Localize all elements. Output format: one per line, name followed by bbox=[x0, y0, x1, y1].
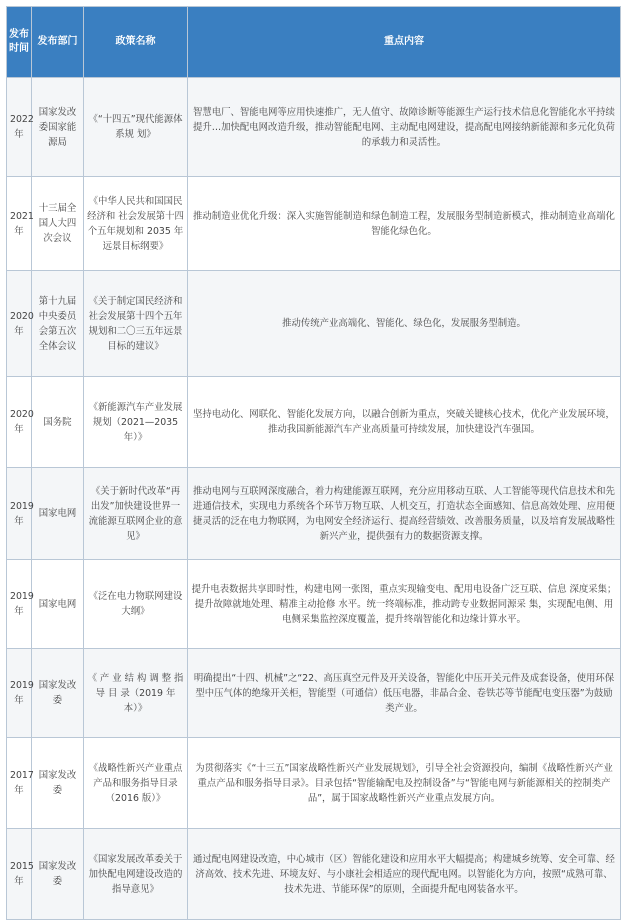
year-cell: 2017年 bbox=[7, 738, 32, 829]
header-policy-name: 政策名称 bbox=[84, 7, 188, 78]
header-year: 发布时间 bbox=[7, 7, 32, 78]
table-row bbox=[7, 560, 621, 649]
table-header-row bbox=[7, 7, 621, 78]
policy-name-cell: 《关于新时代改革“再出发”加快建设世界一流能源互联网企业的意见》 bbox=[84, 468, 188, 560]
table-row bbox=[7, 78, 621, 177]
policy-name-cell: 《关于制定国民经济和社会发展第十四个五年规划和二〇三五年远景目标的建议》 bbox=[84, 271, 188, 377]
year-cell: 2020年 bbox=[7, 377, 32, 468]
dept-cell: 国家电网 bbox=[32, 468, 84, 560]
table-row bbox=[7, 468, 621, 560]
year-cell: 2015年 bbox=[7, 829, 32, 920]
dept-cell: 国家发改委 bbox=[32, 738, 84, 829]
dept-cell: 国家发改委国家能源局 bbox=[32, 78, 84, 177]
header-key-content: 重点内容 bbox=[188, 7, 621, 78]
year-cell: 2021年 bbox=[7, 177, 32, 271]
policy-name-cell: 《“十四五”现代能源体系规 划》 bbox=[84, 78, 188, 177]
policy-name-cell: 《国家发展改革委关于加快配电网建设改造的指导意见》 bbox=[84, 829, 188, 920]
table-row bbox=[7, 829, 621, 920]
policy-name-cell: 《新能源汽车产业发展规划（2021—2035 年）》 bbox=[84, 377, 188, 468]
content-cell: 坚持电动化、网联化、智能化发展方向，以融合创新为重点，突破关键核心技术，优化产业发展环境，推动我国新能源汽车产业高质量可持续发展，加快建设汽车强国。 bbox=[188, 377, 621, 468]
policy-name-cell: 《泛在电力物联网建设 大纲》 bbox=[84, 560, 188, 649]
table-row bbox=[7, 271, 621, 377]
table-row bbox=[7, 377, 621, 468]
dept-cell: 第十九届中央委员会第五次全体会议 bbox=[32, 271, 84, 377]
year-cell: 2019年 bbox=[7, 560, 32, 649]
dept-cell: 国家发改委 bbox=[32, 649, 84, 738]
content-cell: 明确提出“十四、机械”之“22、高压真空元件及开关设备，智能化中压开关元件及成套设备，使用环保型中压气体的绝缘开关柜，智能型（可通信）低压电器，非晶合金、卷铁芯等节能配电变压器”为鼓励类产业。 bbox=[188, 649, 621, 738]
policy-name-cell: 《中华人民共和国国民经济和 社会发展第十四个五年规划和 2035 年远景目标纲要》 bbox=[84, 177, 188, 271]
content-cell: 推动制造业优化升级：深入实施智能制造和绿色制造工程，发展服务型制造新模式，推动制造业高端化智能化绿色化。 bbox=[188, 177, 621, 271]
year-cell: 2022年 bbox=[7, 78, 32, 177]
dept-cell: 国务院 bbox=[32, 377, 84, 468]
header-dept: 发布部门 bbox=[32, 7, 84, 78]
content-cell: 提升电表数据共享即时性，构建电网一张图，重点实现输变电、配用电设备广泛互联、信息 深度采集；提升故障就地处理、精准主动抢修 水平。统一终端标准，推动跨专业数据同源采 集，实现配电侧、用电侧采集监控深度覆盖，提升终端智能化和边缘计算水平。 bbox=[188, 560, 621, 649]
content-cell: 推动传统产业高端化、智能化、绿色化，发展服务型制造。 bbox=[188, 271, 621, 377]
policy-table bbox=[6, 6, 621, 920]
content-cell: 智慧电厂、智能电网等应用快速推广，无人值守、故障诊断等能源生产运行技术信息化智能化水平持续提升…加快配电网改造升级，推动智能配电网、主动配电网建设，提高配电网接纳新能源和多元化负荷的承载力和灵活性。 bbox=[188, 78, 621, 177]
policy-name-cell: 《 产 业 结 构 调 整 指 导 目 录（2019 年本）》 bbox=[84, 649, 188, 738]
dept-cell: 国家电网 bbox=[32, 560, 84, 649]
content-cell: 通过配电网建设改造，中心城市（区）智能化建设和应用水平大幅提高；构建城乡统筹、安全可靠、经济高效、技术先进、环境友好、与小康社会相适应的现代配电网。以智能化为方向，按照“成熟可靠、技术先进、节能环保”的原则，全面提升配电网装备水平。 bbox=[188, 829, 621, 920]
year-cell: 2019年 bbox=[7, 468, 32, 560]
content-cell: 推动电网与互联网深度融合，着力构建能源互联网，充分应用移动互联、人工智能等现代信息技术和先进通信技术，实现电力系统各个环节万物互联、人机交互，打造状态全面感知、信息高效处理、应用便捷灵活的泛在电力物联网，为电网安全经济运行、提高经营绩效、改善服务质量，以及培育发展战略性新兴产业，提供强有力的数据资源支撑。 bbox=[188, 468, 621, 560]
year-cell: 2020年 bbox=[7, 271, 32, 377]
dept-cell: 国家发改委 bbox=[32, 829, 84, 920]
table-row bbox=[7, 177, 621, 271]
dept-cell: 十三届全国人大四次会议 bbox=[32, 177, 84, 271]
year-cell: 2019年 bbox=[7, 649, 32, 738]
content-cell: 为贯彻落实《“十三五”国家战略性新兴产业发展规划》，引导全社会资源投向，编制《战略性新兴产业重点产品和服务指导目录》。目录包括“智能输配电及控制设备”与“智能电网与新能源相关的控制类产品”，属于国家战略性新兴产业重点发展方向。 bbox=[188, 738, 621, 829]
table-row bbox=[7, 649, 621, 738]
policy-name-cell: 《战略性新兴产业重点产品和服务指导目录（2016 版）》 bbox=[84, 738, 188, 829]
table-row bbox=[7, 738, 621, 829]
